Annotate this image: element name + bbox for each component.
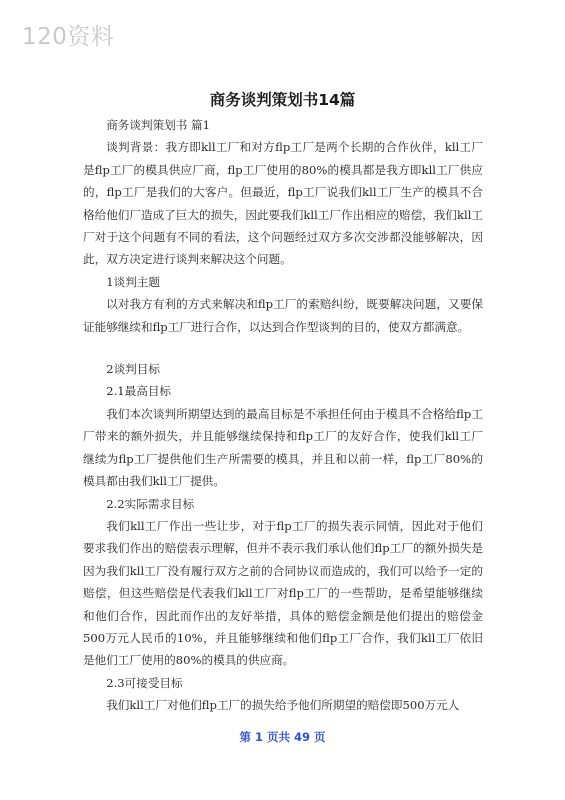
section-1-heading: 1谈判主题 [106, 274, 160, 289]
paragraph-gap [83, 338, 483, 358]
section-2-2-heading: 2.2实际需求目标 [106, 496, 195, 511]
subtitle: 商务谈判策划书 篇1 [106, 118, 210, 132]
section-2-1-paragraph: 我们本次谈判所期望达到的最高目标是不承担任何由于模具不合格给flp工厂带来的额外损失，并且能够继续保持和flp工厂的友好合作，使我们kll工厂继续为flp工厂提供他们生产所需要的模具，并且和以前一样，flp工厂80%的模具都由我们kll工厂提供。 [83, 406, 483, 489]
section-2-heading: 2谈判目标 [106, 362, 160, 377]
section-2-3-heading: 2.3可接受目标 [106, 675, 183, 690]
document-title: 商务谈判策划书14篇 [209, 91, 356, 109]
background-paragraph: 谈判背景：我方即kll工厂和对方flp工厂是两个长期的合作伙伴，kll工厂是flp工厂的模具供应厂商，flp工厂使用的80%的模具都是我方即kll工厂供应的，flp工厂是我们的大客户。但最近，flp工厂说我们kll工厂生产的模具不合格给他们厂造成了巨大的损失，因此要我们kll工厂作出相应的赔偿，我们kll工厂对于这个问题有不同的看法，这个问题经过双方多次交涉都没能够解决，因此，双方决定进行谈判来解决这个问题。 [83, 140, 483, 267]
document-body [83, 114, 483, 717]
section-1-paragraph: 以对我方有利的方式来解决和flp工厂的索赔纠纷，既要解决问题，又要保证能够继续和flp工厂进行合作，以达到合作型谈判的目的，使双方都满意。 [83, 297, 483, 334]
section-2-2-paragraph: 我们kll工厂作出一些让步，对于flp工厂的损失表示同情，因此对于他们要求我们作出的赔偿表示理解，但并不表示我们承认他们flp工厂的额外损失是因为我们kll工厂没有履行双方之前的合同协议而造成的，我们可以给予一定的赔偿，但这些赔偿是代表我们kll工厂对flp工厂的一些帮助，是希望能够继续和他们合作，因此而作出的友好举措，具体的赔偿金额是他们提出的赔偿金500万元人民币的10%，并且能够继续和他们flp工厂合作，我们kll工厂依旧是他们工厂使用的80%的模具的供应商。 [83, 518, 483, 668]
section-2-1-heading: 2.1最高目标 [106, 384, 172, 399]
page-number-footer: 第 1 页共 49 页 [239, 730, 326, 744]
watermark: 120资料 [22, 24, 115, 50]
section-2-3-paragraph: 我们kll工厂对他们flp工厂的损失给予他们所期望的赔偿即500万元人 [106, 698, 460, 713]
